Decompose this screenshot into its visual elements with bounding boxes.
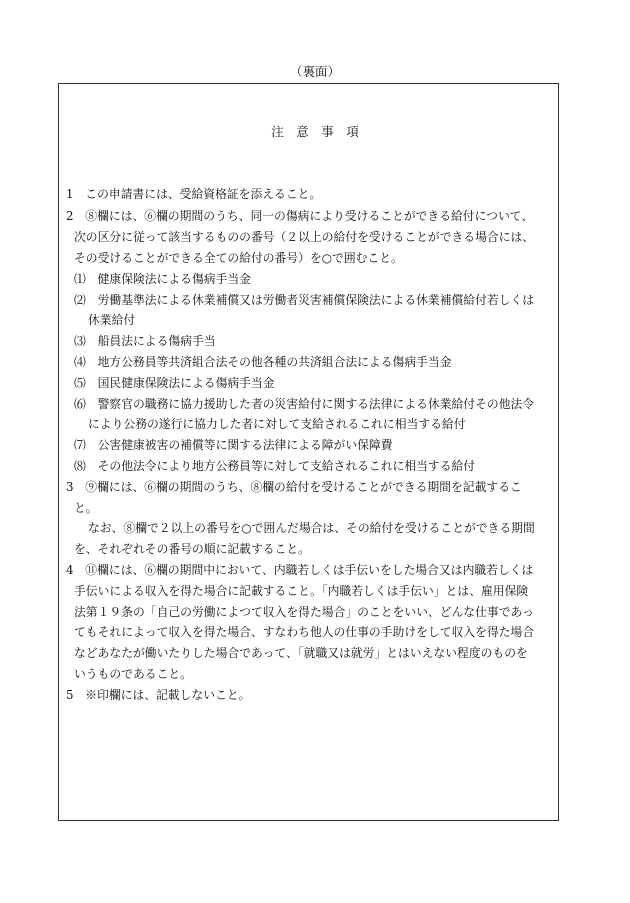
notice-item-3-note-cont: を、それぞれその番号の順に記載すること。 [74, 542, 310, 556]
notice-item-4-cont: 手伝いによる収入を得た場合に記載すること。「内職若しくは手伝い」とは、雇用保険 [74, 584, 529, 598]
notice-subitem-2: ⑵ 労働基準法による休業補償又は労働者災害補償保険法による休業補償給付若しくは [74, 293, 535, 307]
notice-subitem-1: ⑴ 健康保険法による傷病手当金 [74, 272, 251, 286]
notice-subitem-3: ⑶ 船員法による傷病手当 [74, 334, 216, 348]
notice-item-3: 3 ⑨欄には、⑥欄の期間のうち、⑧欄の給付を受けることができる期間を記載するこ [66, 480, 522, 494]
notice-item-3-cont: と。 [74, 501, 98, 515]
notice-item-5: 5 ※印欄には、記載しないこと。 [66, 688, 251, 702]
notice-item-4-cont: いうものであること。 [74, 667, 192, 681]
notice-item-4-cont: などあなたが働いたりした場合であって、「就職又は就労」とはいえない程度のものを [74, 646, 528, 660]
notice-item-4-cont: 法第１９条の「自己の労働によつて収入を得た場合」のことをいい、どんな仕事であっ [74, 605, 534, 619]
notice-subitem-5: ⑸ 国民健康保険法による傷病手当金 [74, 376, 275, 390]
notice-subitem-7: ⑺ 公害健康被害の補償等に関する法律による障がい保障費 [74, 438, 393, 452]
notice-subitem-8: ⑻ その他法令により地方公務員等に対して支給されるこれに相当する給付 [74, 459, 476, 473]
notice-subitem-4: ⑷ 地方公務員等共済組合法その他各種の共済組合法による傷病手当金 [74, 355, 452, 369]
notice-title: 注 意 事 項 [271, 124, 359, 139]
notice-subitem-6-cont: により公務の遂行に協力した者に対して支給されるこれに相当する給付 [88, 417, 466, 431]
notice-item-4-cont: てもそれによって収入を得た場合、すなわち他人の仕事の手助けをして収入を得た場合 [74, 625, 535, 639]
notice-subitem-6: ⑹ 警察官の職務に協力援助した者の災害給付に関する法律による休業給付その他法令 [74, 397, 535, 411]
notice-item-2-cont: 次の区分に従って該当するものの番号（２以上の給付を受けることができる場合には、 [74, 230, 535, 244]
notice-item-2: 2 ⑧欄には、⑥欄の期間のうち、同一の傷病により受けることができる給付について、 [66, 209, 534, 223]
notice-item-2-cont: その受けることができる全ての給付の番号）を○で囲むこと。 [74, 251, 403, 265]
notice-item-3-note: なお、⑧欄で２以上の番号を○で囲んだ場合は、その給付を受けることができる期間 [88, 521, 535, 535]
notice-item-1: 1 この申請書には、受給資格証を添えること。 [66, 187, 322, 201]
notice-item-4: 4 ⑪欄には、⑥欄の期間中において、内職若しくは手伝いをした場合又は内職若しくは [66, 563, 534, 577]
notice-subitem-2-cont: 休業給付 [88, 313, 136, 327]
page-side-label: （裏面） [289, 64, 340, 79]
